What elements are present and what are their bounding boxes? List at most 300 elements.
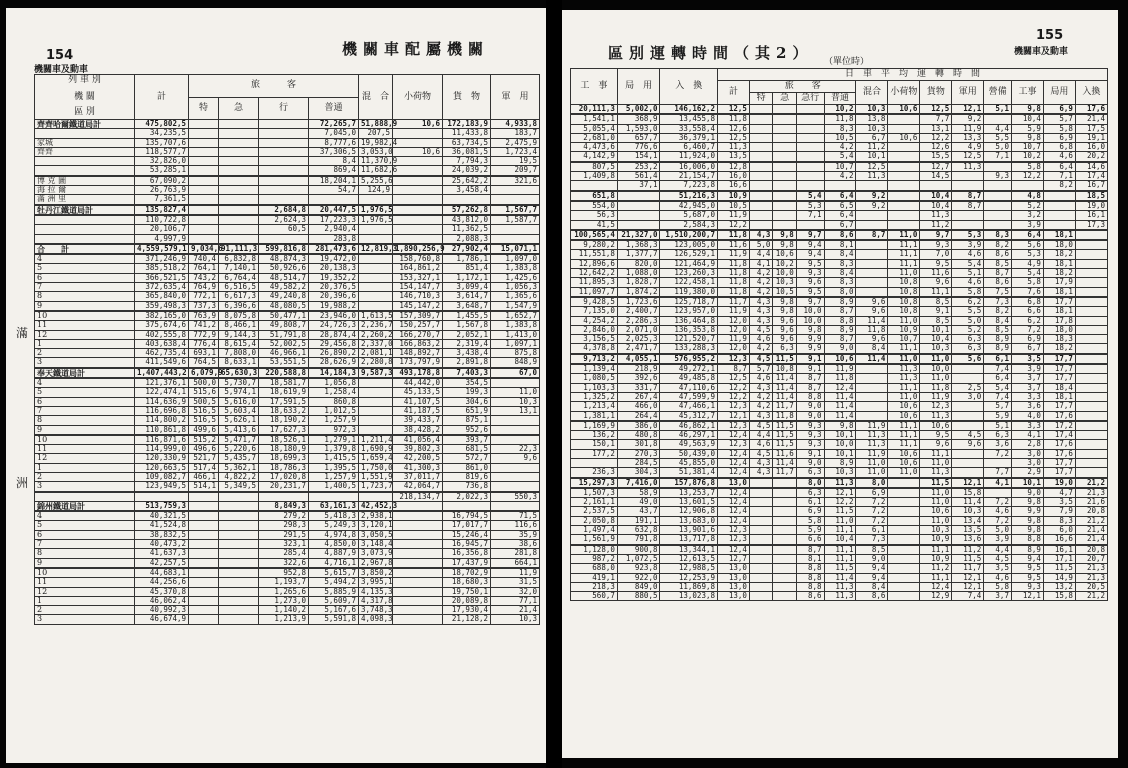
table-cell: 18,0: [1043, 241, 1075, 250]
table-cell: 7,7: [920, 115, 952, 124]
table-cell: 15,246,4: [443, 530, 491, 539]
table-cell: 41,187,5: [393, 406, 443, 415]
row-label: 6: [35, 273, 135, 282]
table-cell: 4,997,9: [135, 234, 189, 243]
table-cell: 120,330,9: [135, 454, 189, 463]
table-cell: [393, 186, 443, 195]
right-data-table: [570, 68, 1108, 601]
table-cell: 11,0: [888, 230, 920, 239]
table-cell: 21,3: [1075, 488, 1107, 497]
table-cell: [773, 211, 796, 220]
row-label: 3: [35, 482, 135, 491]
table-cell: [1075, 250, 1107, 259]
table-cell: 8,0: [796, 478, 824, 487]
table-cell: [219, 530, 259, 539]
table-cell: 46,674,9: [135, 615, 189, 624]
table-cell: [491, 195, 540, 204]
table-cell: [952, 374, 984, 383]
table-cell: 1,890,256,9: [393, 244, 443, 253]
table-cell: 18,180,9: [259, 445, 309, 454]
table-cell: 9,6: [491, 454, 540, 463]
table-cell: 7,2: [1011, 325, 1043, 334]
table-cell: 5,8: [1011, 162, 1043, 171]
table-cell: [888, 554, 920, 563]
table-cell: 135,827,4: [135, 205, 189, 214]
table-cell: 861,0: [443, 463, 491, 472]
table-cell: 500,0: [189, 379, 219, 388]
table-cell: 20,089,8: [443, 596, 491, 605]
table-cell: 42,257,5: [135, 558, 189, 567]
table-cell: [749, 573, 772, 582]
table-cell: 8,9: [984, 344, 1012, 353]
table-row: [35, 388, 540, 397]
table-row: [571, 181, 1108, 190]
table-cell: 11,3: [952, 162, 984, 171]
table-cell: 8,7: [952, 191, 984, 200]
table-cell: 5,615,7: [309, 568, 359, 577]
table-cell: 218,134,7: [393, 492, 443, 501]
table-cell: 54,7: [309, 186, 359, 195]
table-cell: [773, 592, 796, 601]
table-cell: 116,871,6: [135, 435, 189, 444]
table-cell: 11,362,5: [443, 225, 491, 234]
table-cell: 11,7: [718, 297, 750, 306]
table-cell: 10,6: [773, 250, 796, 259]
row-label: 12: [35, 330, 135, 339]
table-cell: 11,4: [824, 573, 856, 582]
table-cell: 2,400,7: [617, 307, 660, 316]
table-cell: 8,633,1: [219, 358, 259, 367]
table-cell: 304,6: [443, 397, 491, 406]
table-cell: 10,7: [824, 162, 856, 171]
table-cell: [189, 225, 219, 234]
row-label: [35, 215, 135, 224]
table-cell: 13,5: [952, 526, 984, 535]
table-cell: [796, 220, 824, 229]
table-cell: 2,088,3: [443, 234, 491, 243]
table-cell: [393, 568, 443, 577]
table-cell: 11,1: [888, 241, 920, 250]
table-cell: 12,5: [856, 162, 888, 171]
table-cell: 386,0: [617, 421, 660, 430]
table-cell: 5,1: [984, 421, 1012, 430]
table-cell: 17,9: [1043, 278, 1075, 287]
table-cell: 5,8: [984, 582, 1012, 591]
table-cell: 283,8: [309, 234, 359, 243]
table-cell: 12,3: [718, 526, 750, 535]
table-cell: 9,3: [984, 172, 1012, 181]
table-cell: 10,6: [888, 133, 920, 142]
table-cell: 5,9: [984, 411, 1012, 420]
row-label: 11: [35, 445, 135, 454]
table-cell: 5,494,2: [309, 578, 359, 587]
table-cell: 3,7: [1011, 374, 1043, 383]
table-cell: 11,4: [952, 498, 984, 507]
table-cell: 267,4: [617, 392, 660, 401]
table-cell: 10,5: [824, 133, 856, 142]
table-cell: 12,1: [952, 582, 984, 591]
table-cell: 47,466,1: [660, 402, 718, 411]
table-cell: 4,6: [984, 573, 1012, 582]
table-cell: [749, 172, 772, 181]
table-cell: 1,407,443,2: [135, 368, 189, 377]
table-cell: 65,630,3: [219, 368, 259, 377]
table-row: [571, 124, 1108, 133]
table-cell: 5,603,4: [219, 406, 259, 415]
table-cell: 952,6: [443, 425, 491, 434]
table-cell: [888, 592, 920, 601]
table-cell: 9,6: [773, 325, 796, 334]
table-cell: 9,5: [1011, 573, 1043, 582]
table-cell: 270,3: [617, 449, 660, 458]
table-cell: 1,510,200,7: [660, 230, 718, 239]
table-cell: 6,9: [796, 507, 824, 516]
table-cell: 173,797,9: [393, 358, 443, 367]
table-cell: 2,081,1: [359, 349, 393, 358]
table-cell: 11,1: [888, 259, 920, 268]
table-cell: 18,680,3: [443, 578, 491, 587]
table-cell: 13,253,7: [660, 488, 718, 497]
row-label: 4: [35, 255, 135, 264]
table-cell: [189, 578, 219, 587]
right-col-bureau2-header: 局用: [1043, 81, 1075, 105]
row-label: 11: [35, 578, 135, 587]
table-cell: 8,8: [796, 392, 824, 401]
table-row: [35, 195, 540, 204]
table-cell: 7,808,0: [219, 349, 259, 358]
table-cell: 25,642,2: [443, 176, 491, 185]
table-cell: 41,5: [571, 220, 618, 229]
table-cell: [393, 530, 443, 539]
table-cell: 10,2: [773, 259, 796, 268]
table-cell: 2,161,1: [571, 498, 618, 507]
table-cell: [219, 615, 259, 624]
table-cell: 42,200,5: [393, 454, 443, 463]
table-cell: [1075, 230, 1107, 239]
row-label: 5: [35, 521, 135, 530]
table-cell: 1,395,5: [309, 463, 359, 472]
table-cell: [219, 587, 259, 596]
table-cell: 1,097,1: [491, 339, 540, 348]
table-cell: 43,812,0: [443, 215, 491, 224]
table-cell: 46,966,1: [259, 349, 309, 358]
table-cell: 1,213,4: [571, 402, 618, 411]
table-cell: 2,052,1: [443, 330, 491, 339]
table-cell: 13,0: [718, 582, 750, 591]
table-cell: 14,184,3: [309, 368, 359, 377]
table-cell: 11,869,8: [660, 582, 718, 591]
table-cell: 1,257,9: [309, 472, 359, 481]
table-cell: 4,3: [749, 297, 772, 306]
col-freight-header: 貨 物: [443, 75, 491, 120]
table-cell: 18,786,3: [259, 463, 309, 472]
table-cell: 12,4: [920, 582, 952, 591]
table-cell: 11,4: [773, 458, 796, 467]
table-cell: 6,3: [952, 344, 984, 353]
table-cell: 737,3: [189, 301, 219, 310]
table-cell: 10,8: [888, 297, 920, 306]
table-cell: 12,4: [718, 545, 750, 554]
table-row: [571, 344, 1108, 353]
right-col-parcel-header: 小荷物: [888, 81, 920, 105]
table-cell: 8,4: [824, 269, 856, 278]
table-cell: [491, 186, 540, 195]
table-cell: [773, 554, 796, 563]
table-cell: 10,6: [824, 354, 856, 363]
table-cell: 33,558,4: [660, 124, 718, 133]
table-cell: 11,0: [920, 374, 952, 383]
row-label: 牡丹江鐵道局計: [35, 205, 135, 214]
table-cell: 47,110,6: [660, 383, 718, 392]
table-cell: 9,7: [796, 297, 824, 306]
table-cell: 11,4: [824, 392, 856, 401]
table-row: [35, 578, 540, 587]
table-cell: 1,056,3: [491, 283, 540, 292]
table-cell: [1075, 278, 1107, 287]
table-cell: 2,280,8: [359, 358, 393, 367]
left-page: [6, 8, 546, 763]
table-cell: 12,613,5: [660, 554, 718, 563]
table-cell: [773, 105, 796, 114]
table-cell: 10,1: [920, 325, 952, 334]
table-cell: 5,7: [984, 402, 1012, 411]
table-cell: [491, 501, 540, 510]
table-cell: [773, 498, 796, 507]
table-cell: 18,526,1: [259, 435, 309, 444]
table-cell: 5,418,3: [309, 512, 359, 521]
row-label: [35, 234, 135, 243]
table-cell: 218,9: [617, 365, 660, 374]
table-cell: 16,6: [1043, 535, 1075, 544]
table-cell: 10,7: [1011, 143, 1043, 152]
table-cell: 12,2: [718, 220, 750, 229]
table-cell: 31,5: [491, 578, 540, 587]
table-cell: 10,5: [718, 201, 750, 210]
table-cell: 28,874,4: [309, 330, 359, 339]
table-cell: 50,477,1: [259, 311, 309, 320]
table-cell: 4,9: [952, 143, 984, 152]
table-cell: [219, 166, 259, 175]
table-cell: 20,5: [1075, 582, 1107, 591]
table-cell: 8,8: [796, 564, 824, 573]
table-cell: [219, 512, 259, 521]
table-cell: 4,4: [984, 124, 1012, 133]
table-cell: 11,7: [952, 564, 984, 573]
table-cell: 8,3: [984, 230, 1012, 239]
table-cell: [189, 587, 219, 596]
table-cell: 11,0: [824, 516, 856, 525]
table-cell: 191,1: [617, 516, 660, 525]
table-cell: 7,1: [1043, 172, 1075, 181]
table-cell: 12,4: [718, 488, 750, 497]
table-row: [35, 330, 540, 339]
table-cell: 2,624,3: [259, 215, 309, 224]
table-cell: [888, 124, 920, 133]
table-cell: 209,7: [491, 166, 540, 175]
table-cell: 12,5: [718, 133, 750, 142]
table-cell: 6,9: [1043, 105, 1075, 114]
table-row: [35, 501, 540, 510]
table-cell: 154,147,7: [393, 283, 443, 292]
table-cell: 3,5: [984, 564, 1012, 573]
table-cell: 10,4: [920, 191, 952, 200]
table-cell: 18,2: [1043, 269, 1075, 278]
table-cell: 10,6: [888, 449, 920, 458]
table-cell: 183,7: [491, 129, 540, 138]
table-cell: 11,6: [773, 449, 796, 458]
table-cell: 5,974,1: [219, 388, 259, 397]
table-cell: [888, 172, 920, 181]
table-cell: [1075, 421, 1107, 430]
row-label: 家城: [35, 138, 135, 147]
left-page-number: 154: [46, 48, 74, 63]
table-cell: [189, 558, 219, 567]
table-cell: [773, 488, 796, 497]
right-sub-col-special: 特: [749, 93, 772, 105]
table-cell: 1,567,8: [443, 321, 491, 330]
table-cell: 9,6: [920, 440, 952, 449]
table-cell: 7,2: [984, 449, 1012, 458]
corner-header: [35, 75, 135, 120]
table-cell: 11,9: [718, 307, 750, 316]
table-cell: 13,0: [718, 573, 750, 582]
table-cell: 4,6: [984, 507, 1012, 516]
table-cell: [491, 425, 540, 434]
table-cell: 5,4: [824, 152, 856, 161]
table-cell: 8,3: [824, 124, 856, 133]
table-cell: [189, 501, 219, 510]
table-cell: 1,723,7: [359, 482, 393, 491]
table-cell: 11,8: [920, 383, 952, 392]
table-row: [35, 225, 540, 234]
table-cell: 10,3: [920, 526, 952, 535]
table-cell: [796, 133, 824, 142]
table-cell: 1,381,1: [571, 411, 618, 420]
table-cell: 1,383,8: [491, 264, 540, 273]
table-cell: 56,3: [571, 211, 618, 220]
table-cell: 11,8: [718, 115, 750, 124]
table-cell: [749, 162, 772, 171]
table-cell: 632,8: [617, 526, 660, 535]
table-cell: 8,7: [796, 383, 824, 392]
table-cell: 5,8: [952, 287, 984, 296]
table-cell: 40,473,2: [135, 540, 189, 549]
table-cell: 10,9: [920, 554, 952, 563]
table-cell: 37,011,7: [393, 472, 443, 481]
table-cell: 7,7: [984, 468, 1012, 477]
table-cell: 382,165,0: [135, 311, 189, 320]
table-cell: [189, 234, 219, 243]
table-row: [571, 564, 1108, 573]
table-row: [571, 374, 1108, 383]
table-cell: 6,9: [1043, 133, 1075, 142]
table-cell: 9,0: [796, 458, 824, 467]
table-cell: 10,2: [1011, 152, 1043, 161]
table-row: [571, 354, 1108, 363]
table-cell: [888, 220, 920, 229]
table-cell: 52,002,5: [259, 339, 309, 348]
table-cell: 403,638,4: [135, 339, 189, 348]
table-cell: [259, 176, 309, 185]
table-cell: [219, 120, 259, 129]
table-cell: 4,2: [749, 278, 772, 287]
table-cell: 41,637,3: [135, 549, 189, 558]
right-table-body: [571, 105, 1108, 601]
table-cell: 4,3: [749, 411, 772, 420]
table-cell: 7,140,1: [219, 264, 259, 273]
sub-col-express-1: 急: [219, 97, 259, 120]
row-label: 8: [35, 292, 135, 301]
table-cell: 11,3: [920, 411, 952, 420]
table-cell: 3,995,1: [359, 578, 393, 587]
table-cell: 12,1: [952, 105, 984, 114]
table-cell: 36,081,5: [443, 147, 491, 156]
table-cell: 8,7: [824, 335, 856, 344]
table-cell: 3,9: [1011, 220, 1043, 229]
table-cell: 28,626,9: [309, 358, 359, 367]
table-cell: 11,4: [824, 402, 856, 411]
table-cell: 41,524,8: [135, 521, 189, 530]
table-cell: 5,626,1: [219, 416, 259, 425]
table-cell: 8,9: [1011, 545, 1043, 554]
table-cell: 1,257,9: [309, 416, 359, 425]
table-cell: [1075, 259, 1107, 268]
table-cell: [952, 402, 984, 411]
row-label: [35, 157, 135, 166]
table-cell: [189, 166, 219, 175]
table-cell: 123,260,3: [660, 269, 718, 278]
table-cell: [189, 540, 219, 549]
table-cell: 8,5: [920, 297, 952, 306]
table-cell: 26,763,9: [135, 186, 189, 195]
table-cell: 150,1: [571, 440, 618, 449]
table-cell: 10,0: [773, 269, 796, 278]
table-cell: 11,0: [888, 468, 920, 477]
table-cell: 3,7: [984, 592, 1012, 601]
table-cell: 1,659,4: [359, 454, 393, 463]
table-cell: 10,1: [824, 449, 856, 458]
table-cell: [856, 383, 888, 392]
table-cell: [888, 507, 920, 516]
table-cell: 49,240,8: [259, 292, 309, 301]
table-row: [571, 468, 1108, 477]
table-cell: 11,3: [718, 143, 750, 152]
table-cell: 8,849,3: [259, 501, 309, 510]
table-cell: 9,1: [796, 365, 824, 374]
table-cell: [1043, 201, 1075, 210]
table-cell: [1075, 241, 1107, 250]
table-cell: 14,9: [1043, 573, 1075, 582]
table-cell: [393, 558, 443, 567]
table-cell: 21,6: [1075, 498, 1107, 507]
table-cell: 11,3: [856, 440, 888, 449]
table-cell: [219, 215, 259, 224]
table-cell: 8,6: [824, 230, 856, 239]
table-cell: 3,120,1: [359, 521, 393, 530]
table-row: [35, 482, 540, 491]
table-cell: 4,2: [749, 392, 772, 401]
table-cell: 10,5: [773, 287, 796, 296]
table-cell: 8,3: [824, 259, 856, 268]
table-cell: 880,5: [617, 592, 660, 601]
table-cell: [888, 152, 920, 161]
table-cell: 4,6: [1043, 152, 1075, 161]
table-cell: 1,088,0: [617, 269, 660, 278]
table-cell: [219, 195, 259, 204]
table-cell: 922,0: [617, 573, 660, 582]
table-cell: 7,4: [952, 592, 984, 601]
table-cell: 5,730,7: [219, 379, 259, 388]
